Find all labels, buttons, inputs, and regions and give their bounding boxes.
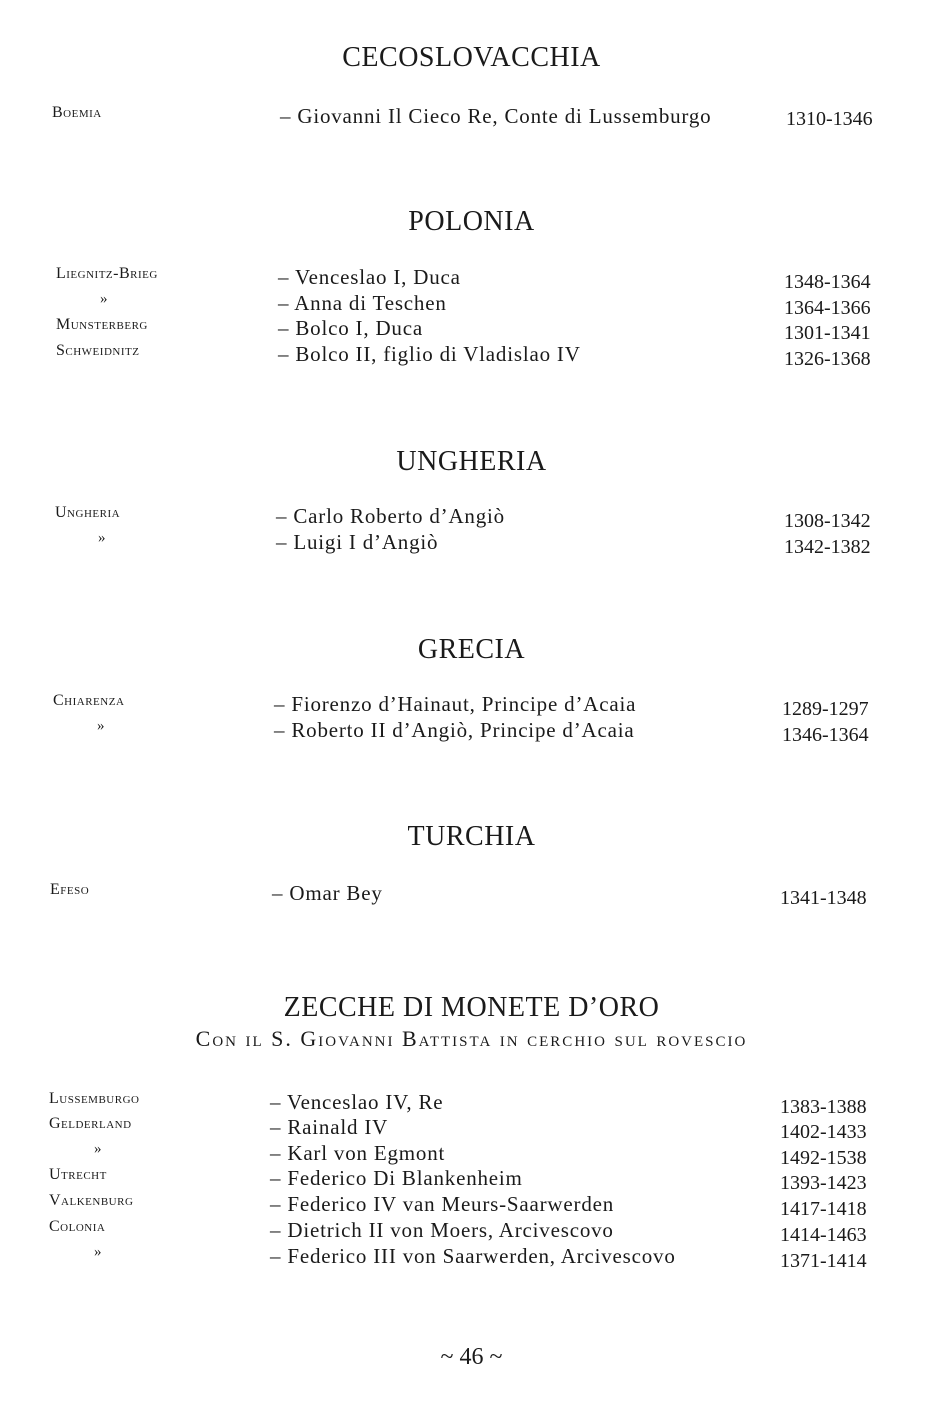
ruler-name: – Federico Di Blankenheim [270,1166,523,1190]
section-title: CECOSLOVACCHIA [342,42,601,73]
table-row [0,1218,943,1244]
ruler-name: – Omar Bey [272,881,383,905]
section-title: POLONIA [408,206,535,237]
table-row [0,1115,943,1141]
place-name: Chiarenza [53,692,125,709]
reign-dates: 1342-1382 [784,536,871,558]
table-row [0,291,943,317]
table-row [0,342,943,368]
place-name: Gelderland [49,1115,132,1132]
table-row [0,692,943,718]
place-name: » [94,1141,102,1157]
table-row [0,881,943,907]
ruler-name: – Karl von Egmont [270,1141,446,1165]
place-name: » [100,291,108,307]
reign-dates: 1341-1348 [780,887,867,909]
place-name: Colonia [49,1218,106,1235]
section-title: UNGHERIA [396,446,547,477]
section-title: TURCHIA [407,821,536,852]
reign-dates: 1383-1388 [780,1096,867,1118]
table-row [0,504,943,530]
table-row [0,1141,943,1167]
reign-dates: 1414-1463 [780,1224,867,1246]
ruler-name: – Bolco I, Duca [278,316,423,340]
ruler-name: – Carlo Roberto d’Angiò [276,504,505,528]
ruler-name: – Giovanni Il Cieco Re, Conte di Lussemburgo [280,104,712,128]
reign-dates: 1348-1364 [784,271,871,293]
table-row [0,718,943,744]
reign-dates: 1310-1346 [786,108,873,130]
place-name: » [97,718,105,734]
ruler-name: – Luigi I d’Angiò [276,530,439,554]
ruler-name: – Federico IV van Meurs-Saarwerden [270,1192,615,1216]
ruler-name: – Roberto II d’Angiò, Principe d’Acaia [274,718,635,742]
ruler-name: – Rainald IV [270,1115,389,1139]
ruler-name: – Fiorenzo d’Hainaut, Principe d’Acaia [274,692,637,716]
table-row [0,1090,943,1116]
table-row [0,1192,943,1218]
place-name: Munsterberg [56,316,148,333]
reign-dates: 1393-1423 [780,1172,867,1194]
reign-dates: 1346-1364 [782,724,869,746]
place-name: » [94,1244,102,1260]
table-row [0,1166,943,1192]
table-row [0,1244,943,1270]
place-name: Lussemburgo [49,1090,140,1107]
ruler-name: – Dietrich II von Moers, Arcivescovo [270,1218,614,1242]
place-name: Schweidnitz [56,342,140,359]
place-name: » [98,530,106,546]
reign-dates: 1417-1418 [780,1198,867,1220]
table-row [0,104,943,130]
place-name: Utrecht [49,1166,107,1183]
section-subtitle: Con il S. Giovanni Battista in cerchio sul rovescio [195,1026,748,1051]
reign-dates: 1289-1297 [782,698,869,720]
table-row [0,530,943,556]
reign-dates: 1326-1368 [784,348,871,370]
place-name: Efeso [50,881,90,898]
table-row [0,316,943,342]
reign-dates: 1364-1366 [784,297,871,319]
section-title: ZECCHE DI MONETE D’ORO [283,992,660,1023]
ruler-name: – Anna di Teschen [278,291,447,315]
reign-dates: 1402-1433 [780,1121,867,1143]
ruler-name: – Venceslao IV, Re [270,1090,444,1114]
place-name: Boemia [52,104,102,121]
section-title: GRECIA [417,634,526,665]
ruler-name: – Venceslao I, Duca [278,265,461,289]
place-name: Ungheria [55,504,121,521]
table-row [0,265,943,291]
reign-dates: 1308-1342 [784,510,871,532]
ruler-name: – Federico III von Saarwerden, Arcivescovo [270,1244,676,1268]
reign-dates: 1371-1414 [780,1250,867,1272]
reign-dates: 1301-1341 [784,322,871,344]
place-name: Liegnitz-Brieg [56,265,158,282]
place-name: Valkenburg [49,1192,134,1209]
page-number: ~ 46 ~ [440,1344,503,1370]
ruler-name: – Bolco II, figlio di Vladislao IV [278,342,581,366]
reign-dates: 1492-1538 [780,1147,867,1169]
